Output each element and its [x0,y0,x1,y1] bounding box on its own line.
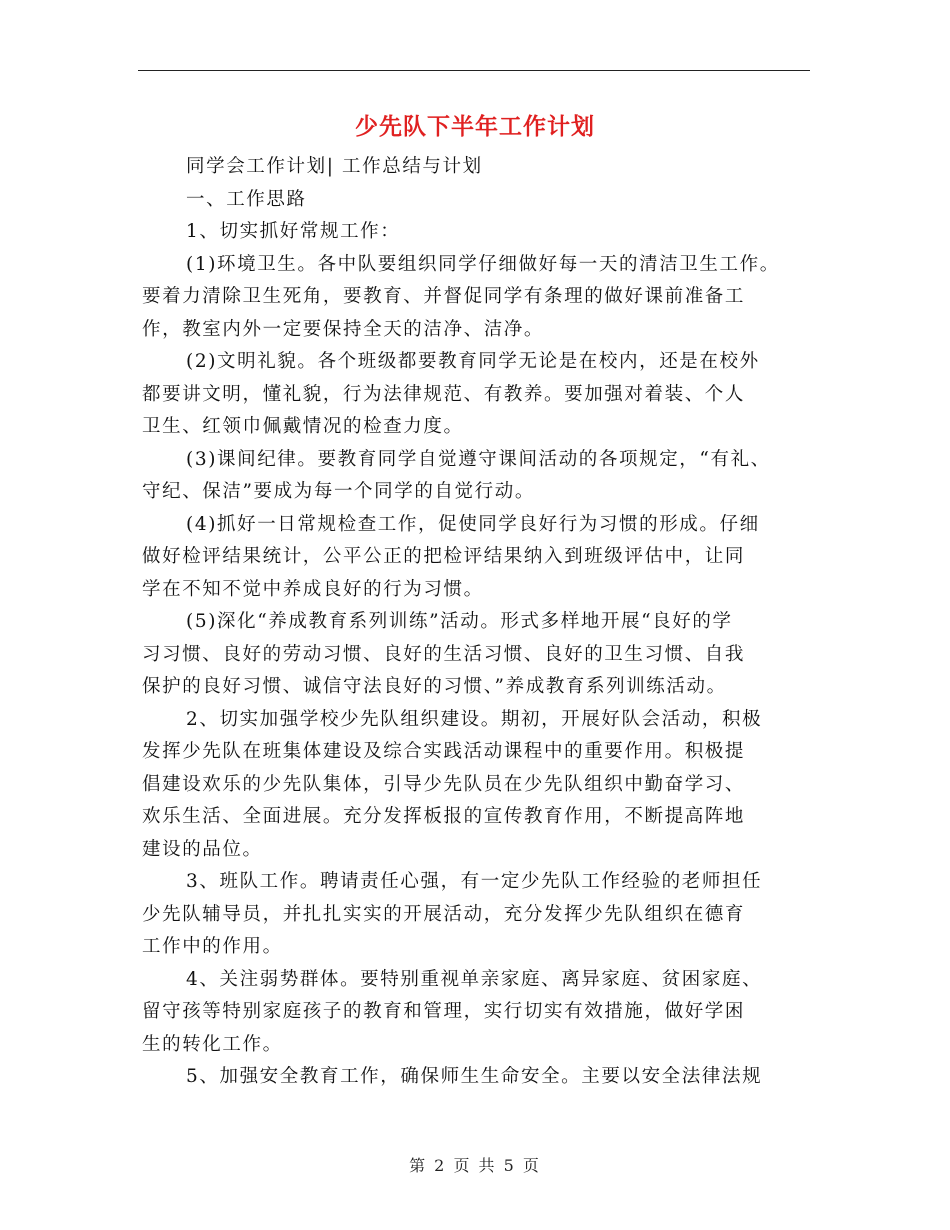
text-line: 习习惯、良好的劳动习惯、良好的生活习惯、良好的卫生习惯、自我 [142,643,746,665]
text-line: 保护的良好习惯、诚信守法良好的习惯、”养成教育系列训练活动。 [142,676,727,697]
text-line: 生的转化工作。 [142,1033,283,1055]
text-line: (5)深化“养成教育系列训练”活动。形式多样地开展“良好的学 [186,611,733,632]
text-line: (3)课间纪律。要教育同学自觉遵守课间活动的各项规定，“有礼、 [186,448,771,470]
text-line: 3、班队工作。聘请责任心强，有一定少先队工作经验的老师担任 [186,871,763,892]
text-line: 留守孩等特别家庭孩子的教育和管理，实行切实有效措施，做好学困 [142,1001,746,1022]
text-line: 守纪、保洁”要成为每一个同学的自觉行动。 [142,481,535,502]
text-line: 工作中的作用。 [142,936,283,957]
text-line: (2)文明礼貌。各个班级都要教育同学无论是在校内，还是在校外 [186,351,760,372]
text-line: 建设的品位。 [142,838,263,860]
text-line: (1)环境卫生。各中队要组织同学仔细做好每一天的清洁卫生工作。 [186,253,780,275]
text-line: 5、加强安全教育工作，确保师生生命安全。主要以安全法律法规 [186,1066,763,1087]
text-line: 要着力清除卫生死角，要教育、并督促同学有条理的做好课前准备工 [142,286,746,307]
text-line: 发挥少先队在班集体建设及综合实践活动课程中的重要作用。积极提 [142,741,746,762]
text-line: 一、工作思路 [186,188,307,210]
text-line: 都要讲文明，懂礼貌，行为法律规范、有教养。要加强对着装、个人 [142,383,746,405]
text-line: (4)抓好一日常规检查工作，促使同学良好行为习惯的形成。仔细 [186,513,760,535]
text-line: 2、切实加强学校少先队组织建设。期初，开展好队会活动，积极 [186,708,763,730]
page-footer: 第 2 页 共 5 页 [409,1156,541,1175]
text-line: 卫生、红领巾佩戴情况的检查力度。 [142,416,464,437]
text-line: 1、切实抓好常规工作： [186,221,401,242]
text-line: 4、关注弱势群体。要特别重视单亲家庭、离异家庭、贫困家庭、 [186,968,763,990]
text-line: 同学会工作计划| 工作总结与计划 [186,156,483,177]
text-line: 作，教室内外一定要保持全天的洁净、洁净。 [142,318,545,340]
text-line: 欢乐生活、全面进展。充分发挥板报的宣传教育作用，不断提高阵地 [142,806,746,827]
text-line: 少先队辅导员，并扎扎实实的开展活动，充分发挥少先队组织在德育 [142,903,746,925]
document-title: 少先队下半年工作计划 [355,114,595,140]
text-line: 学在不知不觉中养成良好的行为习惯。 [142,578,484,600]
document-body [142,151,810,1094]
header-rule [138,70,810,71]
text-line: 倡建设欢乐的少先队集体，引导少先队员在少先队组织中勤奋学习、 [142,773,746,795]
text-line: 做好检评结果统计，公平公正的把检评结果纳入到班级评估中，让同 [142,546,746,567]
